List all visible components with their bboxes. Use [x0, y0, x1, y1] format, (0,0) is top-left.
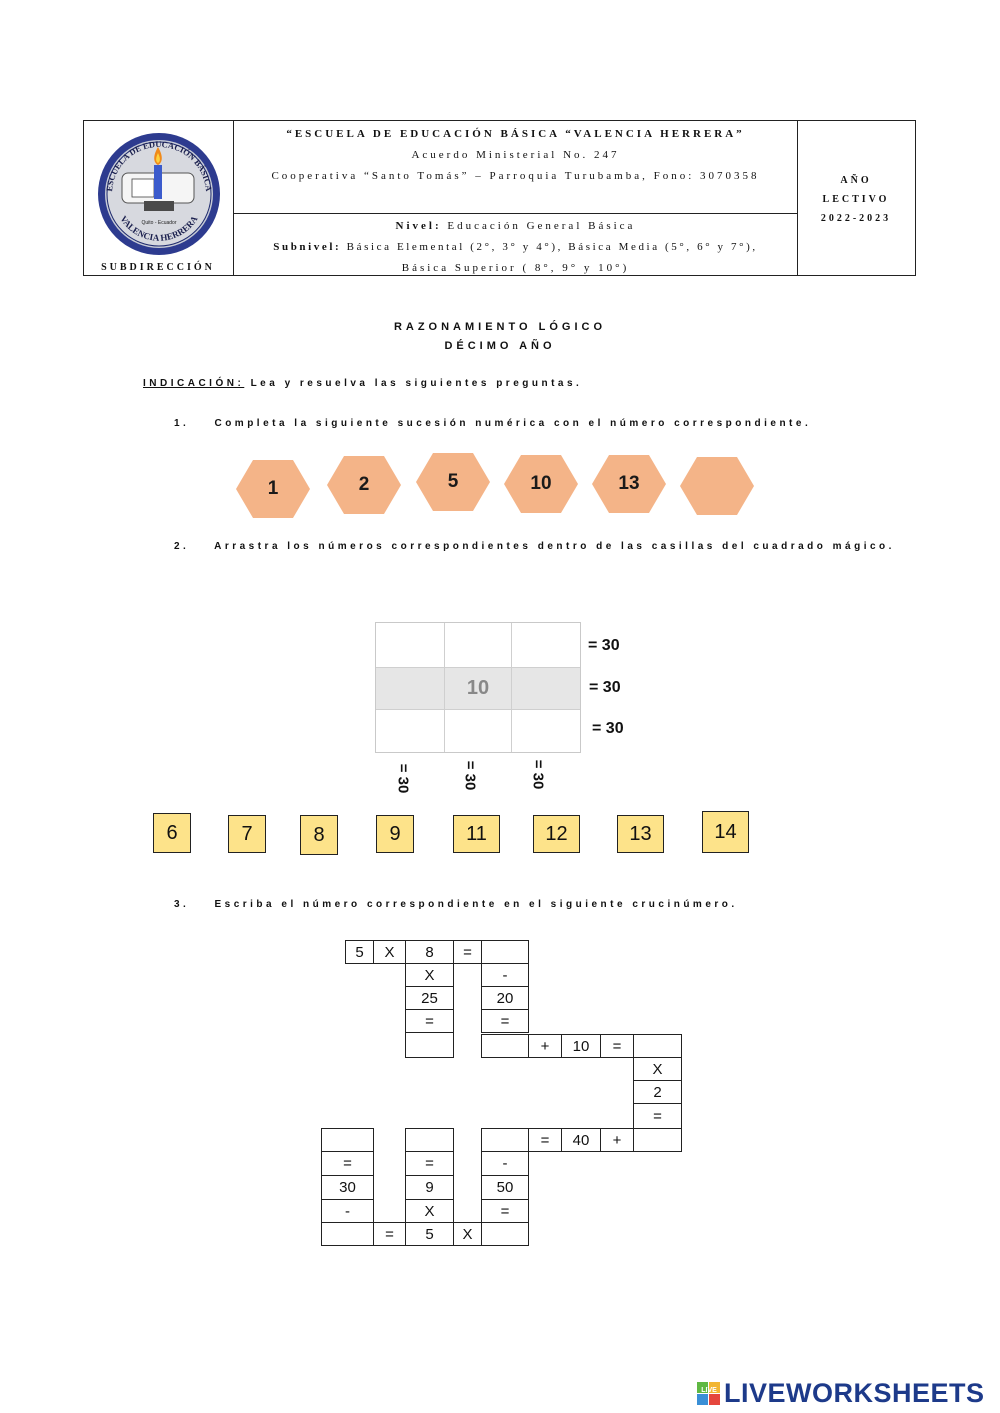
magic-cell[interactable] [376, 668, 445, 710]
school-name: “ESCUELA DE EDUCACIÓN BÁSICA “VALENCIA HERRERA” [286, 128, 745, 140]
draggable-tile[interactable]: 11 [453, 815, 500, 853]
crossnumber-cell: = [633, 1103, 682, 1129]
magic-cell[interactable] [445, 710, 512, 752]
header-logo-cell [84, 121, 234, 275]
crossnumber-answer[interactable] [481, 940, 529, 964]
draggable-tile[interactable]: 12 [533, 815, 580, 853]
crossnumber-answer[interactable] [405, 1128, 454, 1152]
year-label-1: AÑO [840, 175, 872, 186]
crossnumber-cell: + [528, 1034, 562, 1058]
crossnumber-cell: X [373, 940, 406, 964]
row-sum-3: = 30 [592, 720, 624, 737]
sequence-value: 2 [358, 474, 370, 495]
crossnumber-cell: 9 [405, 1175, 454, 1200]
crossnumber-cell: X [453, 1222, 482, 1246]
sequence-hexagon-1 [236, 459, 310, 519]
crossnumber-cell: 20 [481, 986, 529, 1010]
draggable-tile[interactable]: 13 [617, 815, 664, 853]
crossnumber-cell: = [373, 1222, 406, 1246]
svg-text:Quito - Ecuador: Quito - Ecuador [141, 220, 177, 226]
sequence-value: 13 [618, 473, 640, 494]
question-3-number: 3. [174, 899, 190, 910]
crossnumber-cell: X [405, 1199, 454, 1223]
school-header [83, 120, 916, 276]
crossnumber-answer[interactable] [481, 1222, 529, 1246]
question-3-text: Escriba el número correspondiente en el siguiente crucinúmero. [214, 899, 738, 910]
agreement-line: Acuerdo Ministerial No. 247 [411, 149, 620, 161]
level-value: Educación General Básica [447, 220, 636, 232]
crossnumber-cell: X [405, 963, 454, 987]
sequence-value: 1 [267, 478, 279, 499]
crossnumber-cell: = [405, 1151, 454, 1176]
sequence-hexagon-5 [592, 454, 666, 514]
row-sum-1: = 30 [588, 637, 620, 654]
indication-text: Lea y resuelva las siguientes preguntas. [250, 378, 583, 389]
draggable-tile[interactable]: 9 [376, 815, 414, 853]
crossnumber-cell: 8 [405, 940, 454, 964]
crossnumber-cell: 40 [561, 1128, 601, 1152]
draggable-tile[interactable]: 6 [153, 813, 191, 853]
subdirection-label: SUBDIRECCIÓN [101, 262, 215, 273]
crossnumber-answer[interactable] [321, 1222, 374, 1246]
sequence-hexagon-3 [416, 452, 490, 512]
school-year: 2022-2023 [820, 213, 892, 224]
level-label: Nivel: [395, 220, 442, 232]
crossnumber-cell: 10 [561, 1034, 601, 1058]
magic-cell[interactable] [512, 668, 580, 710]
sequence-value: 5 [447, 471, 459, 492]
question-2 [174, 541, 895, 552]
crossnumber-cell: = [481, 1199, 529, 1223]
crossnumber-cell: = [481, 1009, 529, 1033]
page-title: RAZONAMIENTO LÓGICO [393, 321, 607, 333]
row-sum-2: = 30 [589, 679, 621, 696]
sequence-hexagon-2 [327, 455, 401, 515]
indication-label: INDICACIÓN: [143, 378, 245, 389]
crossnumber-cell: 5 [405, 1222, 454, 1246]
sublevel-line [234, 241, 797, 253]
magic-cell[interactable] [445, 623, 512, 668]
col-sum-1: = 30 [394, 763, 412, 794]
crossnumber-answer[interactable] [405, 1032, 454, 1058]
crossnumber-cell: X [633, 1057, 682, 1081]
page-subtitle: DÉCIMO AÑO [444, 340, 556, 352]
crossnumber-answer[interactable] [321, 1128, 374, 1152]
crossnumber-cell: 2 [633, 1080, 682, 1104]
magic-square [375, 622, 581, 753]
level-line [234, 220, 797, 232]
liveworksheets-logo-icon: LIVE [697, 1382, 721, 1406]
question-1-number: 1. [174, 418, 190, 429]
col-sum-2: = 30 [461, 760, 479, 791]
crossnumber-cell: = [453, 940, 482, 964]
sequence-value: 10 [530, 473, 552, 494]
sequence-hexagon-4 [504, 454, 578, 514]
sublevel-line-2: Básica Superior ( 8°, 9° y 10°) [401, 262, 630, 274]
sequence-answer-input[interactable] [680, 456, 754, 516]
question-2-text: Arrastra los números correspondientes dentro de las casillas del cuadrado mágico. [214, 541, 895, 552]
question-3 [174, 899, 738, 910]
sequence-answer-value [680, 456, 754, 516]
magic-cell[interactable] [512, 623, 580, 668]
indication-line [143, 378, 582, 389]
magic-cell[interactable] [376, 710, 445, 752]
question-1-text: Completa la siguiente sucesión numérica con el número correspondiente. [214, 418, 812, 429]
crossnumber-cell: = [600, 1034, 634, 1058]
school-seal-icon [94, 129, 224, 259]
crossnumber-cell: - [481, 963, 529, 987]
crossnumber-answer[interactable] [481, 1128, 529, 1152]
crossnumber-cell: = [321, 1151, 374, 1176]
svg-text:ESCUELA DE EDUCACIÓN BÁSICA: ESCUELA DE EDUCACIÓN BÁSICA [104, 138, 214, 192]
magic-cell[interactable] [512, 710, 580, 752]
crossnumber-cell: = [528, 1128, 562, 1152]
liveworksheets-logo [697, 1378, 997, 1412]
svg-text:VALENCIA HERRERA: VALENCIA HERRERA [118, 213, 200, 243]
question-2-number: 2. [174, 541, 190, 552]
crossnumber-cell: 30 [321, 1175, 374, 1200]
crossnumber-cell: 5 [345, 940, 374, 964]
crossnumber-cell: - [481, 1151, 529, 1176]
sublevel-value: Básica Elemental (2°, 3° y 4°), Básica Media (5°, 6° y 7°), [346, 241, 758, 253]
sublevel-label: Subnivel: [273, 241, 342, 253]
col-sum-3: = 30 [529, 759, 547, 790]
crossnumber-cell: - [321, 1199, 374, 1223]
question-1 [174, 418, 811, 429]
header-divider [234, 213, 797, 214]
liveworksheets-logo-text: LIVEWORKSHEETS [724, 1378, 985, 1408]
crossnumber-cell: 50 [481, 1175, 529, 1200]
draggable-tile[interactable]: 14 [702, 811, 749, 853]
magic-cell[interactable] [376, 623, 445, 668]
draggable-tile[interactable]: 8 [300, 815, 338, 855]
crossnumber-answer[interactable] [481, 1034, 529, 1058]
crossnumber-cell: = [405, 1009, 454, 1033]
year-label-2: LECTIVO [822, 194, 890, 205]
crossnumber-answer[interactable] [633, 1034, 682, 1058]
crossnumber-answer[interactable] [633, 1128, 682, 1152]
crossnumber-cell: + [600, 1128, 634, 1152]
address-line: Cooperativa “Santo Tomás” – Parroquia Turubamba, Fono: 3070358 [271, 170, 760, 182]
draggable-tile[interactable]: 7 [228, 815, 266, 853]
crossnumber-cell: 25 [405, 986, 454, 1010]
magic-center-cell: 10 [445, 668, 512, 710]
